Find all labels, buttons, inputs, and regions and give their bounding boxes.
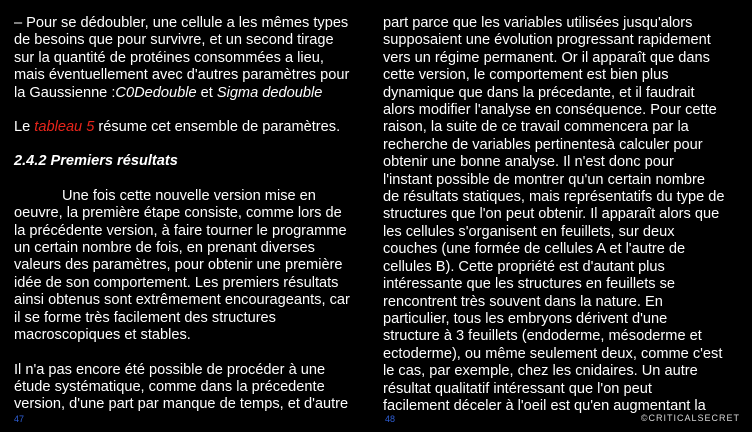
text-line: valeurs des paramètres, pour obtenir une première bbox=[14, 257, 343, 274]
param-name-c0dedouble: C0Dedouble bbox=[115, 84, 197, 101]
text-line: recherche de variables pertinentesà calculer pour bbox=[383, 136, 703, 153]
text-line: structure à 3 feuillets (endoderme, mésoderme et bbox=[383, 328, 702, 345]
text-line: sur la quantité de protéines consommées a lieu, bbox=[14, 49, 324, 66]
text-span: résume cet ensemble de paramètres. bbox=[94, 119, 341, 136]
text-line: macroscopiques et stables. bbox=[14, 327, 191, 344]
text-line: dynamique que dans la précedante, et il faudrait bbox=[383, 84, 695, 101]
text-line: rencontrent très souvent dans la nature. En bbox=[383, 293, 663, 310]
param-name-sigma-dedouble: Sigma dedouble bbox=[216, 84, 323, 101]
text-span: et bbox=[196, 84, 217, 101]
text-line: de résultats statiques, mais représentatifs du type de bbox=[383, 189, 725, 206]
text-line: couches (une formée de cellules A et l'autre de bbox=[383, 241, 686, 258]
text-line: particulier, tous les embryons dérivent d'une bbox=[383, 310, 668, 327]
page-number-right: 48 bbox=[385, 414, 396, 424]
text-line: Il n'a pas encore été possible de procéder à une bbox=[14, 361, 326, 378]
section-heading: 2.4.2 Premiers résultats bbox=[14, 153, 178, 170]
text-line: le cas, par exemple, chez les cnidaires. Un autre bbox=[383, 363, 698, 380]
text-line: Une fois cette nouvelle version mise en bbox=[62, 187, 316, 204]
text-line: obtenir une bonne analyse. Il n'est donc pour bbox=[383, 154, 674, 171]
text-line: étude systématique, comme dans la précedente bbox=[14, 378, 325, 395]
text-line: cellules B). Cette propriété est d'autant plus bbox=[383, 258, 665, 275]
text-line: l'instant possible de montrer qu'un certain nombre bbox=[383, 171, 705, 188]
text-line: cette version, le comportement est bien plus bbox=[383, 67, 669, 84]
page-number-left: 47 bbox=[14, 414, 25, 424]
text-span: la Gaussienne : bbox=[14, 84, 116, 101]
text-line: facilement déceler à l'oeil est qu'en augmentant la bbox=[383, 397, 706, 414]
text-line: ainsi obtenus sont extrêmement encourageants, car bbox=[14, 292, 350, 309]
paragraph-continued bbox=[383, 15, 743, 415]
text-line: il se forme très facilement des structures bbox=[14, 309, 276, 326]
text-line: supposaient une évolution progressant rapidement bbox=[383, 32, 711, 49]
text-line: vers un régime permanent. Or il apparaît que dans bbox=[383, 49, 710, 66]
text-line: – Pour se dédoubler, une cellule a les mêmes types bbox=[14, 15, 349, 31]
text-line: oeuvre, la première étape consiste, comme lors de bbox=[14, 205, 342, 222]
credit-label: ©CRITICALSECRET bbox=[640, 413, 740, 423]
paragraph-2 bbox=[14, 119, 366, 136]
text-line: version, d'une part par manque de temps, et d'autre bbox=[14, 396, 349, 413]
text-line: intéressante que les structures en feuillets se bbox=[383, 276, 676, 293]
tableau-5-link[interactable]: tableau 5 bbox=[34, 119, 95, 136]
paragraph-4 bbox=[14, 362, 366, 414]
text-line: mais éventuellement avec d'autres paramètres pour bbox=[14, 67, 350, 84]
text-line: les cellules s'organisent en feuillets, sur deux bbox=[383, 223, 675, 240]
text-line: idée de son comportement. Les premiers résultats bbox=[14, 274, 339, 291]
paragraph-3 bbox=[14, 188, 366, 345]
left-column bbox=[14, 15, 366, 414]
text-line: un certain nombre de fois, en prenant diverses bbox=[14, 240, 315, 257]
right-column bbox=[383, 15, 743, 415]
text-line: de besoins que pour survivre, et un second tirage bbox=[14, 32, 334, 49]
text-line: la précédente version, à faire tourner le programme bbox=[14, 222, 347, 239]
text-line: ectoderme), ou même seulement deux, comme c'est bbox=[383, 345, 723, 362]
text-line: part parce que les variables utilisées jusqu'alors bbox=[383, 15, 693, 31]
text-span: Le bbox=[14, 119, 35, 136]
text-line: structures que l'on peut obtenir. Il apparaît alors que bbox=[383, 206, 720, 223]
text-line: raison, la suite de ce travail commencera par la bbox=[383, 119, 689, 136]
text-line: résultat qualitatif intéressant que l'on peut bbox=[383, 380, 652, 397]
text-line: alors modifier l'analyse en conséquence. Pour cette bbox=[383, 102, 717, 119]
paragraph-1 bbox=[14, 15, 366, 102]
text-line bbox=[14, 85, 366, 102]
